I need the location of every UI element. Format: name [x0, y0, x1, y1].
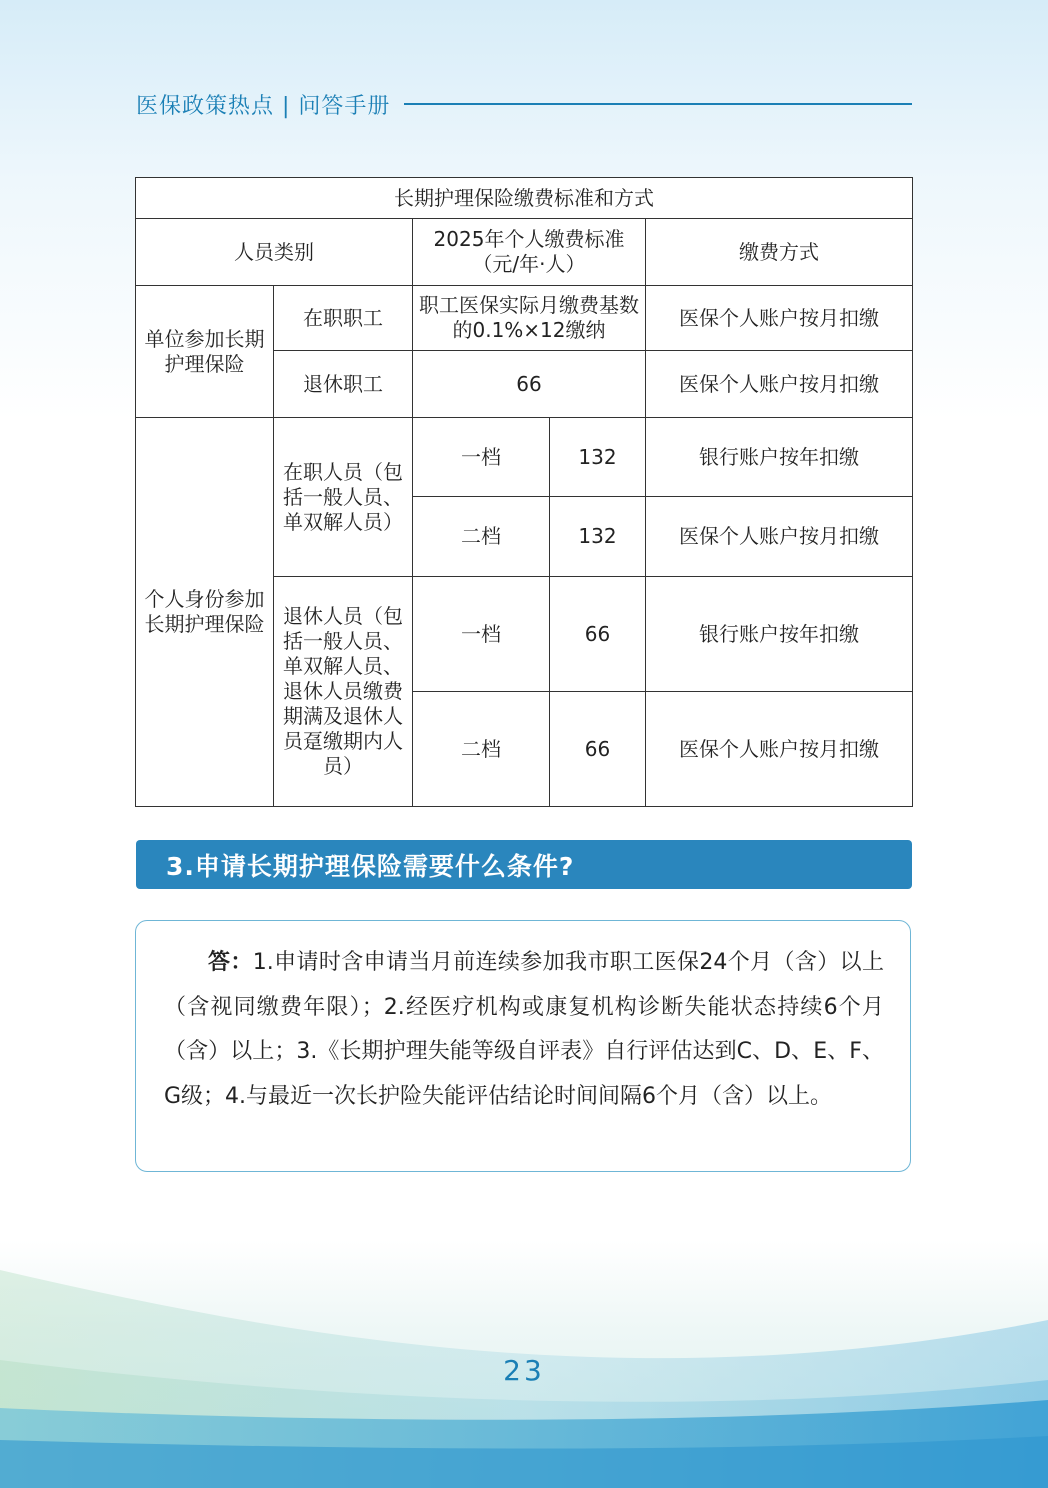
row-standard: 职工医保实际月缴费基数的0.1%×12缴纳	[413, 286, 646, 351]
tier-method: 医保个人账户按月扣缴	[646, 497, 913, 577]
tier-amount: 66	[550, 692, 646, 807]
tier-name: 一档	[413, 418, 550, 497]
subgroup-type: 在职人员（包括一般人员、单双解人员）	[274, 418, 413, 577]
tier-amount: 66	[550, 577, 646, 692]
tier-amount: 132	[550, 418, 646, 497]
row-method: 医保个人账户按月扣缴	[646, 351, 913, 418]
header-method: 缴费方式	[646, 219, 913, 286]
row-method: 医保个人账户按月扣缴	[646, 286, 913, 351]
subgroup-type: 退休人员（包括一般人员、单双解人员、退休人员缴费期满及退休人员趸缴期内人员）	[274, 577, 413, 807]
tier-name: 二档	[413, 692, 550, 807]
header-standard: 2025年个人缴费标准（元/年·人）	[413, 219, 646, 286]
tier-amount: 132	[550, 497, 646, 577]
tier-name: 二档	[413, 497, 550, 577]
page-number: 23	[503, 1354, 545, 1387]
row-standard: 66	[413, 351, 646, 418]
answer-box	[135, 920, 911, 1172]
row-type: 退休职工	[274, 351, 413, 418]
answer-paragraph	[164, 941, 884, 1119]
question-title: 3.申请长期护理保险需要什么条件?	[166, 851, 575, 881]
unit-group-label: 单位参加长期护理保险	[136, 286, 274, 418]
header-title: 医保政策热点 | 问答手册	[136, 93, 391, 119]
fee-standard-table	[135, 177, 913, 807]
question-bar	[136, 840, 912, 889]
tier-method: 银行账户按年扣缴	[646, 577, 913, 692]
answer-label: 答：	[208, 950, 253, 975]
tier-name: 一档	[413, 577, 550, 692]
tier-method: 银行账户按年扣缴	[646, 418, 913, 497]
tier-method: 医保个人账户按月扣缴	[646, 692, 913, 807]
header-category: 人员类别	[136, 219, 413, 286]
personal-group-label: 个人身份参加长期护理保险	[136, 418, 274, 807]
page-header	[136, 88, 912, 120]
answer-body: 1.申请时含申请当月前连续参加我市职工医保24个月（含）以上（含视同缴费年限）；2.经医疗机构或康复机构诊断失能状态持续6个月（含）以上；3.《长期护理失能等级自评表》自行评估达到C、D、E、F、G级；4.与最近一次长护险失能评估结论时间间隔6个月（含）以上。	[164, 950, 884, 1109]
table-title: 长期护理保险缴费标准和方式	[136, 178, 913, 219]
row-type: 在职职工	[274, 286, 413, 351]
header-rule	[404, 103, 912, 105]
